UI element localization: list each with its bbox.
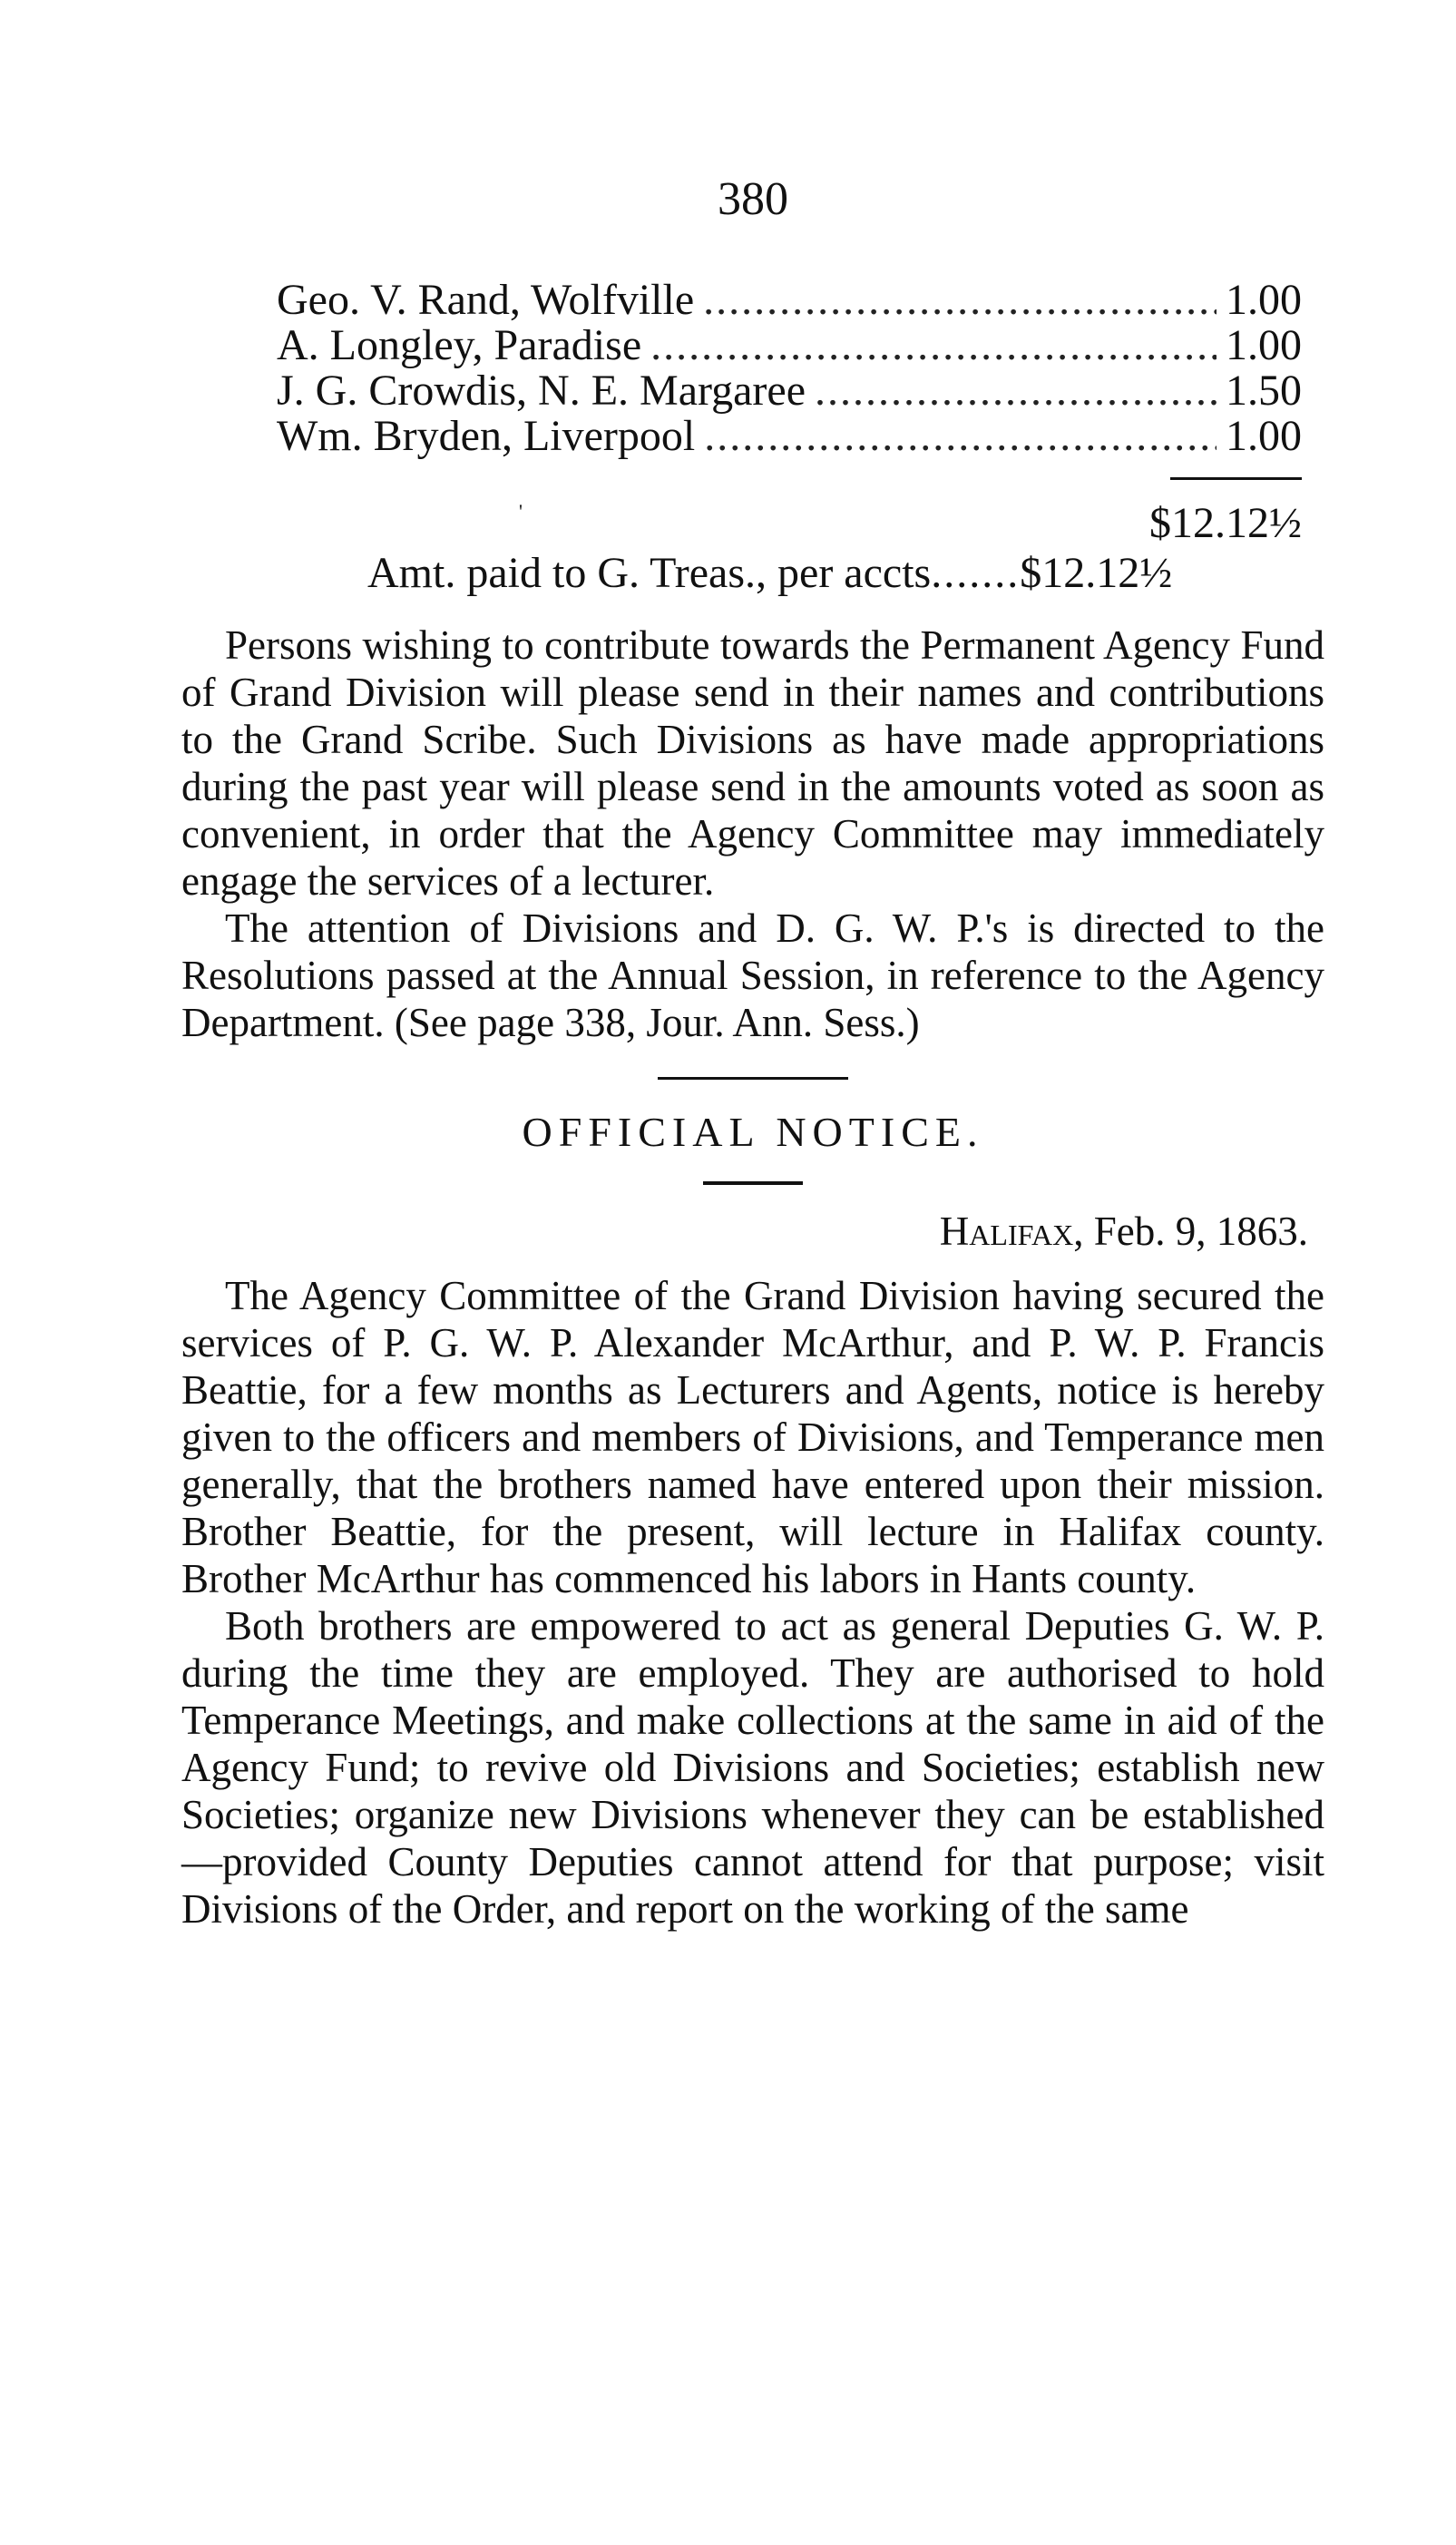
ledger-name: A. Longley, Paradise bbox=[277, 321, 642, 369]
ledger-name: J. G. Crowdis, N. E. Margaree bbox=[277, 367, 806, 415]
dot-leader bbox=[815, 368, 1217, 414]
total-rule bbox=[1170, 477, 1302, 480]
heading-rule bbox=[703, 1181, 803, 1185]
dot-leader bbox=[650, 323, 1217, 368]
notice-paragraph: The Agency Committee of the Grand Division having secured the services of P. G. W. P. Alexander McArthur, and P. W. P. Francis Beattie, for a few months as Lecturers and Agents, notice is hereby given to the officers and members of Divisions, and Temperance men generally, that the brothers named have entered upon their mission. Brother Beattie, for the present, will lecture in Halifax county. Brother McArthur has commenced his labors in Hants county. bbox=[181, 1273, 1324, 1601]
ledger-name: Wm. Bryden, Liverpool bbox=[277, 412, 696, 460]
resolutions-paragraph: The attention of Divisions and D. G. W. P.'s is directed to the Resolutions passed at the Annual Session, in reference to the Agency Department. (See page 338, Jour. Ann. Sess.) bbox=[181, 905, 1324, 1045]
notice-heading: OFFICIAL NOTICE. bbox=[522, 1109, 984, 1155]
dot-leader bbox=[703, 278, 1217, 323]
paid-label: Amt. paid to G. Treas., per accts bbox=[367, 549, 932, 597]
book-page bbox=[181, 172, 1324, 1933]
notice-dateline bbox=[181, 1207, 1324, 1256]
ledger-row bbox=[277, 414, 1302, 459]
contribution-ledger bbox=[181, 278, 1324, 459]
dot-leader bbox=[704, 414, 1217, 459]
agency-fund-paragraph: Persons wishing to contribute towards the Permanent Agency Fund of Grand Division will please send in their names and contributions to the Grand Scribe. Such Divisions as have made appropriations during the past year will please send in the amounts voted as soon as convenient, in order that the Agency Committee may immediately engage the services of a lecturer. bbox=[181, 622, 1324, 904]
dateline-date: , Feb. 9, 1863. bbox=[1073, 1209, 1308, 1254]
ledger-total bbox=[181, 498, 1324, 549]
paid-amount: $12.12½ bbox=[1020, 549, 1173, 597]
ledger-amount: 1.00 bbox=[1226, 412, 1302, 460]
ledger-amount: 1.00 bbox=[1226, 321, 1302, 369]
ledger-row bbox=[277, 278, 1302, 323]
ledger-name: Geo. V. Rand, Wolfville bbox=[277, 276, 695, 324]
tick-mark: ' bbox=[519, 500, 523, 523]
total-amount: $12.12½ bbox=[1149, 499, 1302, 547]
dateline-place: Halifax bbox=[939, 1209, 1074, 1254]
paid-dots: ....... bbox=[931, 549, 1021, 597]
ledger-row bbox=[277, 368, 1302, 414]
page-number: 380 bbox=[718, 173, 788, 225]
paid-row bbox=[181, 551, 1324, 596]
notice-paragraph: Both brothers are empowered to act as general Deputies G. W. P. during the time they are employed. They are authorised to hold Temperance Meetings, and make collections at the same in aid of the Agency Fund; to revive old Divisions and Societies; establish new Societies; organize new Divisions whenever they can be established—provided County Deputies cannot attend for that purpose; visit Divisions of the Order, and report on the working of the same bbox=[181, 1603, 1324, 1932]
ledger-amount: 1.50 bbox=[1226, 367, 1302, 415]
section-divider bbox=[658, 1077, 848, 1080]
ledger-row bbox=[277, 323, 1302, 368]
ledger-amount: 1.00 bbox=[1226, 276, 1302, 324]
